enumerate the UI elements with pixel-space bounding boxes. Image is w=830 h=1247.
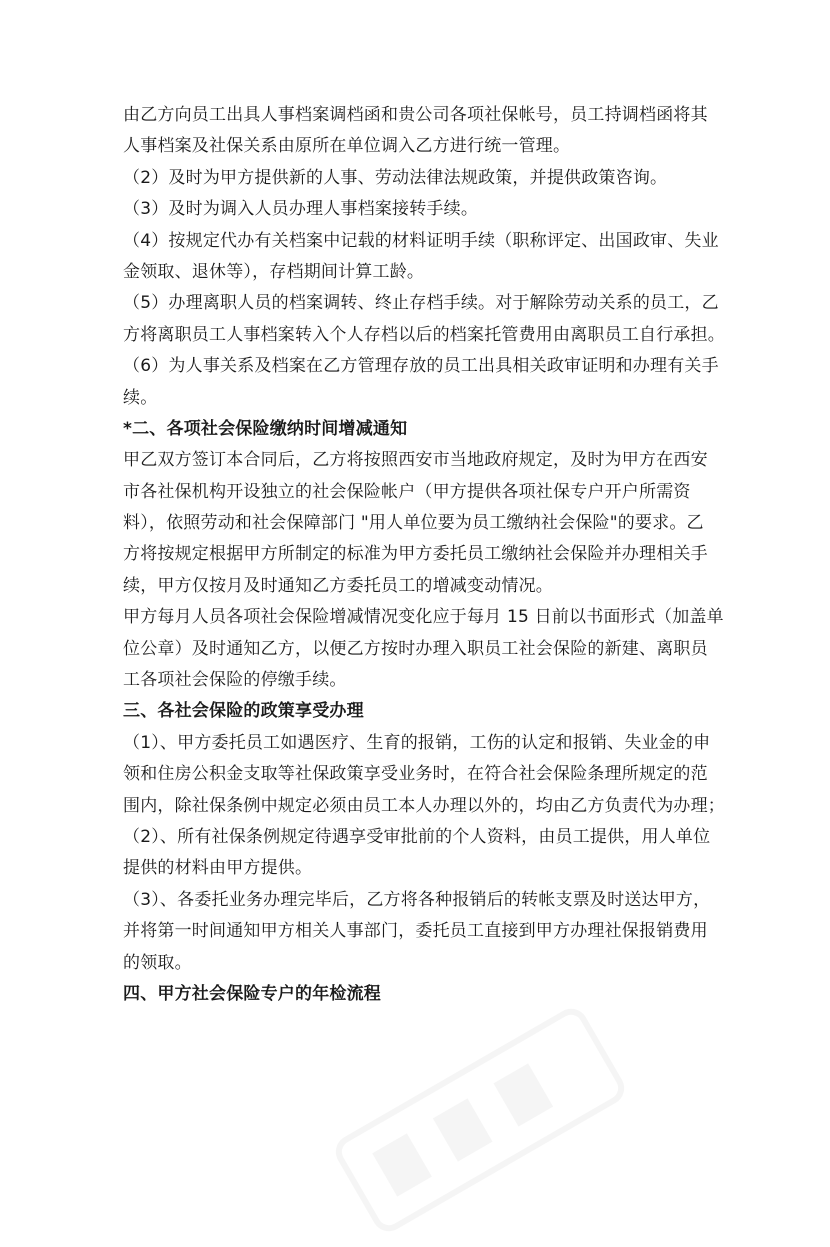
body-text-line: （2）、所有社保条例规定待遇享受审批前的个人资料，由员工提供，用人单位: [123, 826, 711, 847]
body-text-line: （3）、各委托业务办理完毕后，乙方将各种报销后的转帐支票及时送达甲方，: [123, 889, 711, 910]
body-text-line: （2）及时为甲方提供新的人事、劳动法律法规政策，并提供政策咨询。: [123, 167, 668, 188]
body-text-line: （6）为人事关系及档案在乙方管理存放的员工出具相关政审证明和办理有关手: [123, 356, 719, 377]
body-text-line: 围内，除社保条例中规定必须由员工本人办理以外的，均由乙方负责代为办理；: [123, 795, 725, 816]
body-text-line: 方将按规定根据甲方所制定的标准为甲方委托员工缴纳社会保险并办理相关手: [123, 544, 708, 565]
body-text-line: 工各项社会保险的停缴手续。: [123, 670, 347, 691]
section-heading: 四、甲方社会保险专户的年检流程: [123, 983, 381, 1004]
body-text-line: 由乙方向员工出具人事档案调档函和贵公司各项社保帐号，员工持调档函将其: [123, 105, 708, 125]
body-text-line: 续，甲方仅按月及时通知乙方委托员工的增减变动情况。: [123, 575, 553, 596]
body-text-line: 的领取。: [123, 952, 192, 973]
body-text-line: 并将第一时间通知甲方相关人事部门，委托员工直接到甲方办理社保报销费用: [123, 921, 708, 942]
body-text-line: 领和住房公积金支取等社保政策享受业务时，在符合社会保险条理所规定的范: [123, 764, 708, 785]
body-text-line: （5）办理离职人员的档案调转、终止存档手续。对于解除劳动关系的员工，乙: [123, 293, 719, 314]
body-text-line: （3）及时为调入人员办理人事档案接转手续。: [123, 199, 479, 220]
section-heading: 三、各社会保险的政策享受办理: [123, 701, 364, 722]
watermark-graphic: [320, 993, 640, 1247]
body-text-line: 位公章）及时通知乙方，以便乙方按时办理入职员工社会保险的新建、离职员: [123, 638, 708, 659]
body-text-line: （4）按规定代办有关档案中记载的材料证明手续（职称评定、出国政审、失业: [123, 230, 719, 251]
body-text-line: 料），依照劳动和社会保障部门 "用人单位要为员工缴纳社会保险"的要求。乙: [123, 513, 704, 534]
body-text-line: 甲乙双方签订本合同后，乙方将按照西安市当地政府规定，及时为甲方在西安: [123, 450, 708, 471]
body-text-line: 续。: [123, 387, 158, 408]
body-text-line: 方将离职员工人事档案转入个人存档以后的档案托管费用由离职员工自行承担。: [123, 324, 725, 345]
body-text-line: 甲方每月人员各项社会保险增减情况变化应于每月 15 日前以书面形式（加盖单: [123, 607, 724, 628]
document-page: [123, 100, 723, 1010]
body-text-line: 市各社保机构开设独立的社会保险帐户（甲方提供各项社保专户开户所需资: [123, 481, 691, 502]
body-text-line: 提供的材料由甲方提供。: [123, 858, 313, 879]
section-heading: *二、各项社会保险缴纳时间增减通知: [123, 418, 408, 439]
body-text-line: 金领取、退休等），存档期间计算工龄。: [123, 261, 425, 282]
body-text-line: 人事档案及社保关系由原所在单位调入乙方进行统一管理。: [123, 136, 571, 157]
body-text-line: （1）、甲方委托员工如遇医疗、生育的报销，工伤的认定和报销、失业金的申: [123, 732, 711, 753]
